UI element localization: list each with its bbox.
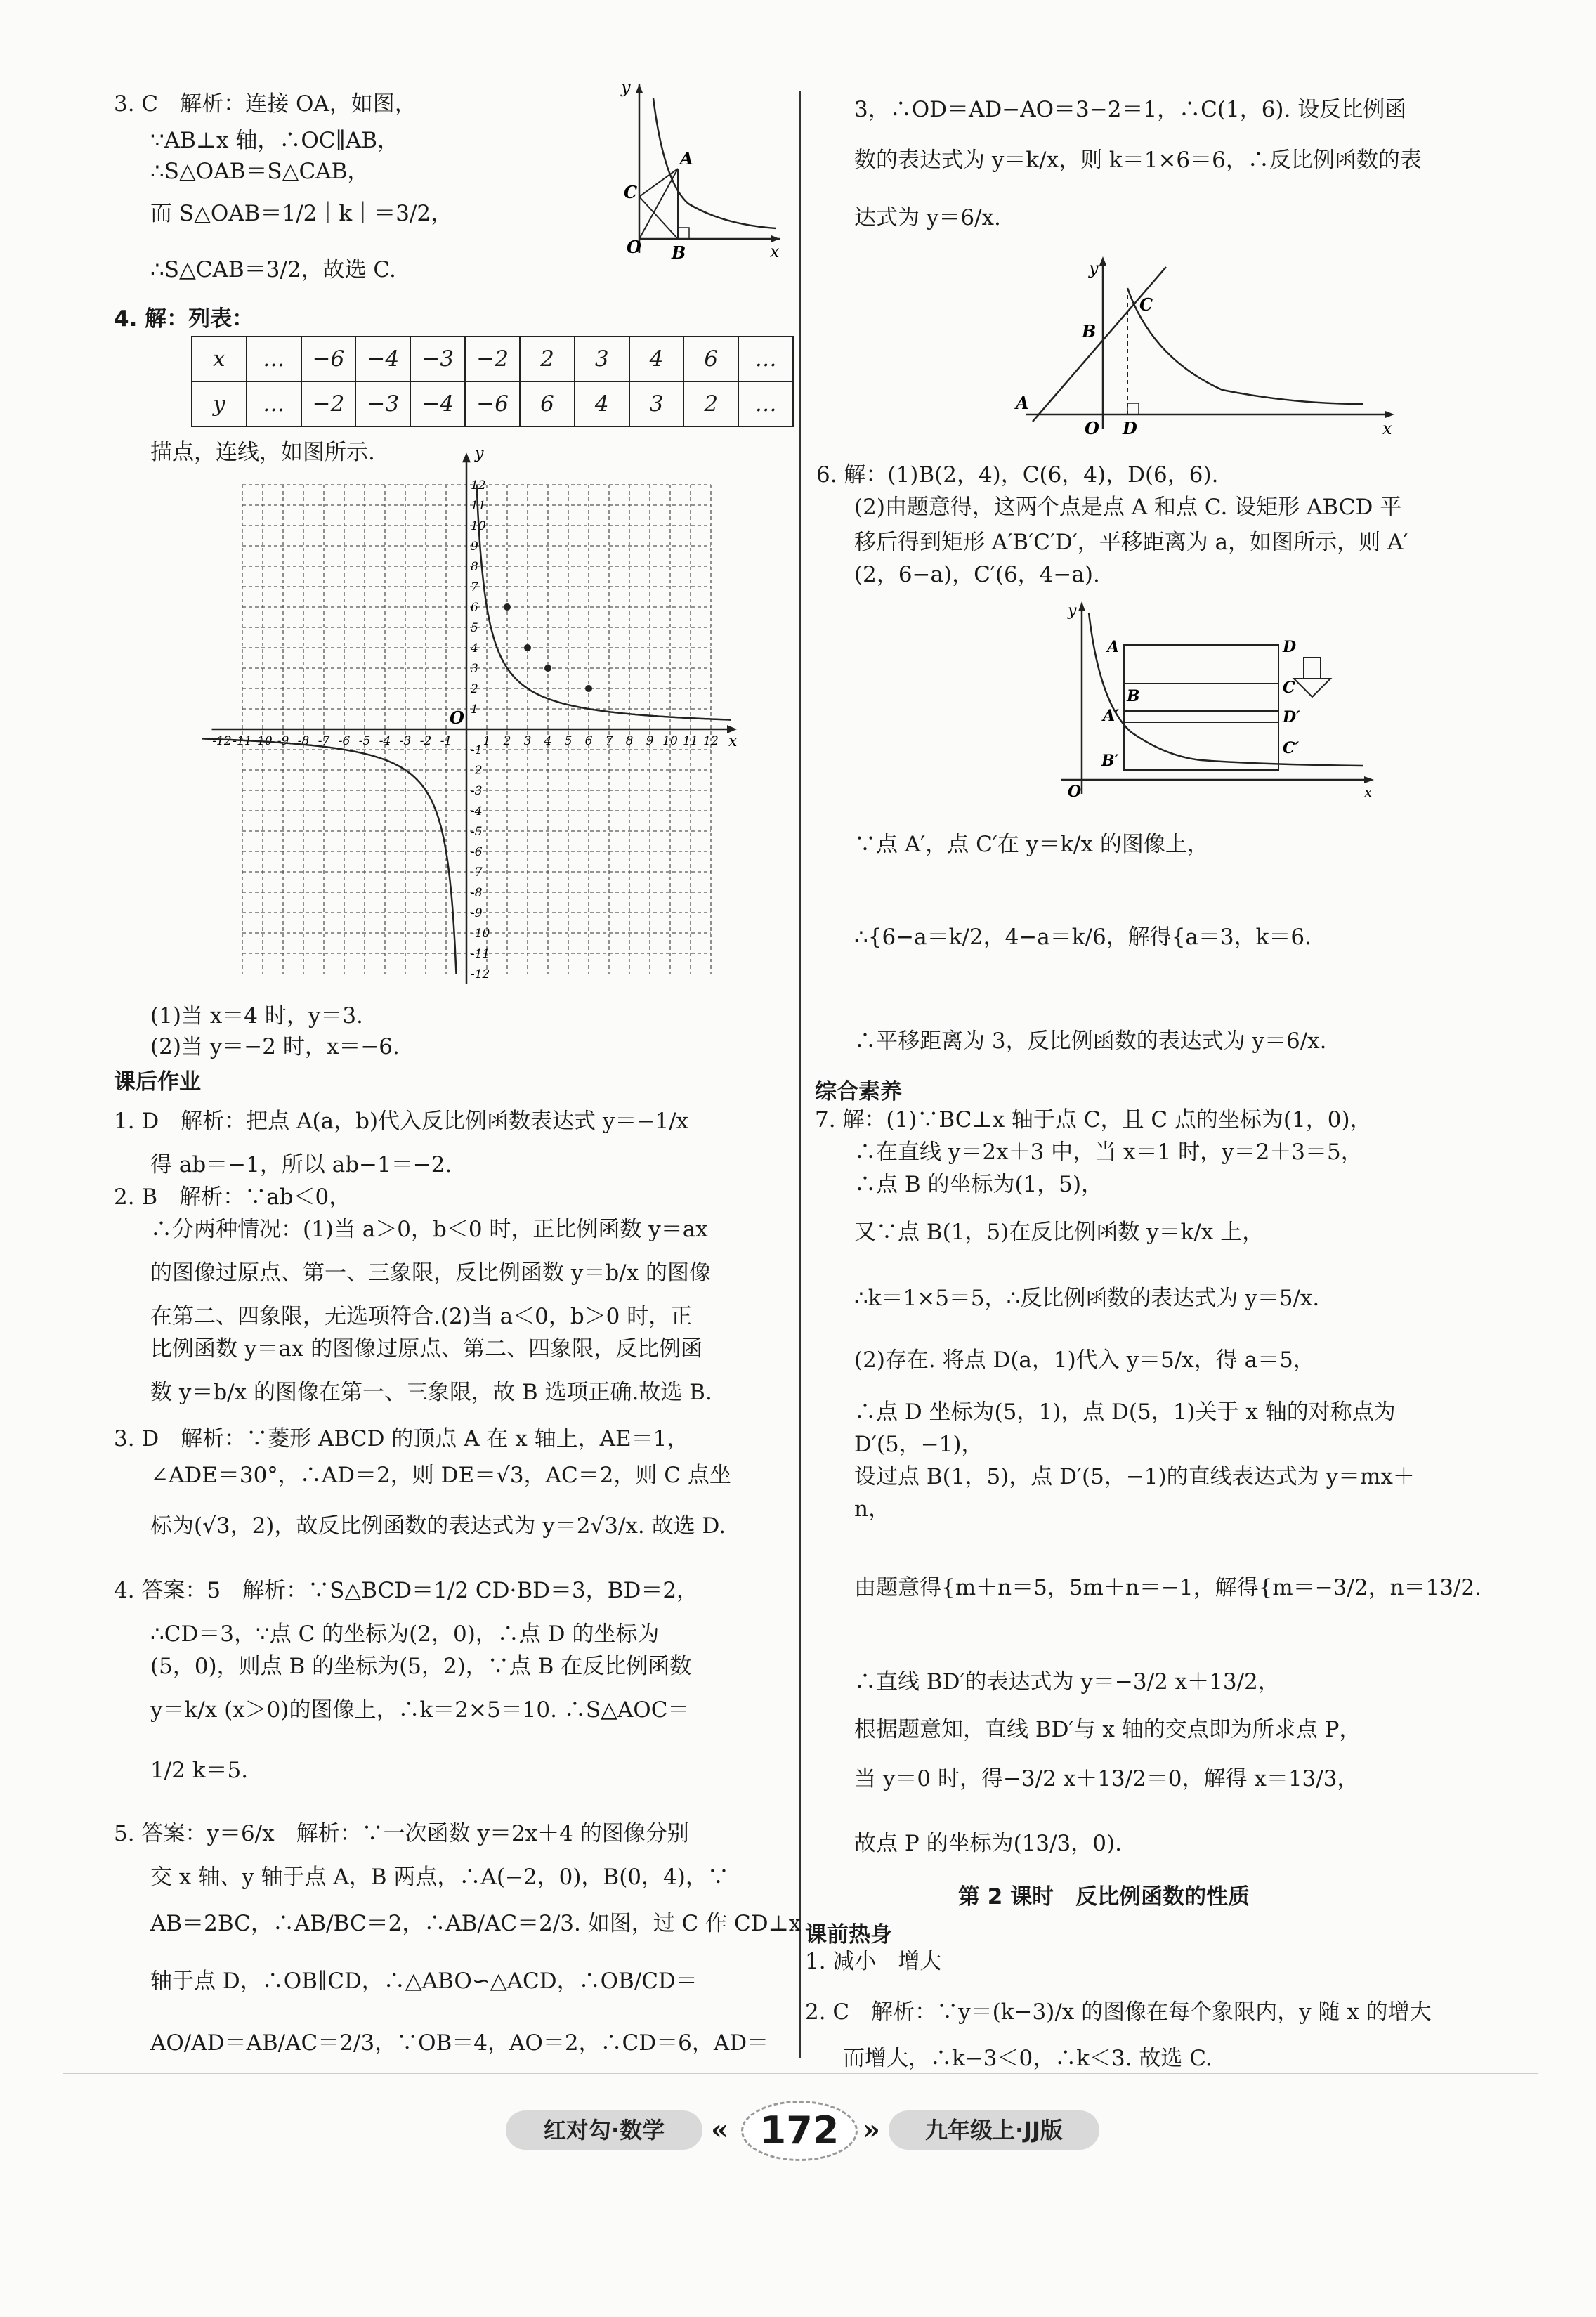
x-tick-label: 6 bbox=[584, 734, 593, 748]
hw-line: 2. B 解析：∵ab＜0， bbox=[114, 1184, 351, 1210]
plot-point bbox=[504, 603, 511, 611]
q6b-line: ∴{6−a＝k/2，4−a＝k/6，解得{a＝3，k＝6. bbox=[854, 925, 1312, 950]
q3-line: 而 S△OAB＝1/2｜k｜＝3/2， bbox=[150, 201, 453, 226]
hw-line: y＝k/x (x＞0)的图像上，∴k＝2×5＝10. ∴S△AOC＝ bbox=[150, 1697, 690, 1723]
x-tick-label: 8 bbox=[625, 734, 634, 748]
q7-line: 当 y＝0 时，得−3/2 x＋13/2＝0，解得 x＝13/3， bbox=[854, 1766, 1359, 1791]
hw-line: 1. D 解析：把点 A(a，b)代入反比例函数表达式 y＝−1/x bbox=[114, 1109, 689, 1134]
y-tick-label: 12 bbox=[471, 478, 486, 492]
y-tick-label: -9 bbox=[471, 906, 483, 920]
y-tick-label: 1 bbox=[471, 703, 478, 717]
table-cell: −3 bbox=[355, 381, 410, 426]
x-tick-label: -12 bbox=[212, 734, 232, 748]
q7-line: ∴点 D 坐标为(5，1)，点 D(5，1)关于 x 轴的对称点为 bbox=[854, 1399, 1396, 1425]
q7-line: ∴在直线 y＝2x＋3 中，当 x＝1 时，y＝2＋3＝5， bbox=[854, 1140, 1363, 1165]
after-table-text: 描点，连线，如图所示. bbox=[150, 440, 375, 465]
warm-line: 1. 减小 增大 bbox=[805, 1949, 942, 1974]
svg-text:y: y bbox=[1068, 602, 1077, 620]
y-tick-label: -4 bbox=[471, 804, 483, 818]
q7-line: 故点 P 的坐标为(13/3，0). bbox=[854, 1831, 1122, 1856]
x-tick-label: -1 bbox=[440, 734, 452, 748]
hw-line: 的图像过原点、第一、三象限，反比例函数 y＝b/x 的图像 bbox=[150, 1260, 711, 1286]
svg-text:D′: D′ bbox=[1283, 708, 1300, 726]
page-footer bbox=[478, 2101, 1131, 2157]
q3-figure bbox=[597, 77, 787, 267]
y-tick-label: 9 bbox=[471, 540, 478, 554]
svg-text:C′: C′ bbox=[1283, 739, 1300, 757]
y-tick-label: -2 bbox=[471, 764, 483, 778]
hw-line: ∠ADE＝30°，∴AD＝2，则 DE＝√3，AC＝2，则 C 点坐 bbox=[150, 1463, 731, 1488]
svg-text:O: O bbox=[1085, 418, 1099, 438]
y-tick-label: -11 bbox=[471, 947, 490, 961]
svg-text:C: C bbox=[1283, 679, 1295, 697]
hw-line: AB＝2BC，∴AB/BC＝2，∴AB/AC＝2/3. 如图，过 C 作 CD⊥x bbox=[150, 1911, 802, 1936]
hw-line: 3. D 解析：∵菱形 ABCD 的顶点 A 在 x 轴上，AE＝1， bbox=[114, 1426, 689, 1451]
svg-text:O: O bbox=[627, 237, 641, 257]
svg-text:B: B bbox=[1082, 321, 1097, 341]
hw-line: (5，0)，则点 B 的坐标为(5，2)，∵点 B 在反比例函数 bbox=[150, 1654, 692, 1679]
table-cell: −6 bbox=[465, 381, 520, 426]
warm-line: 而增大，∴k−3＜0，∴k＜3. 故选 C. bbox=[843, 2046, 1212, 2071]
table-cell: −6 bbox=[301, 337, 356, 381]
y-tick-label: -5 bbox=[471, 825, 483, 839]
column-divider bbox=[799, 91, 801, 2058]
hw-line: 交 x 轴、y 轴于点 A，B 两点，∴A(−2，0)，B(0，4)，∵ bbox=[150, 1865, 729, 1890]
hw-line: AO/AD＝AB/AC＝2/3，∵OB＝4，AO＝2，∴CD＝6，AD＝ bbox=[150, 2030, 769, 2056]
q6b-line: ∴平移距离为 3，反比例函数的表达式为 y＝6/x. bbox=[854, 1029, 1327, 1054]
table-cell: 6 bbox=[683, 337, 738, 381]
hw-line: 比例函数 y＝ax 的图像过原点、第二、四象限，反比例函 bbox=[150, 1336, 703, 1362]
hw-line: 5. 答案：y＝6/x 解析：∵一次函数 y＝2x＋4 的图像分别 bbox=[114, 1821, 689, 1846]
table-cell: −3 bbox=[410, 337, 465, 381]
left-chevron-icon: « bbox=[711, 2113, 728, 2146]
page-number: 172 bbox=[741, 2101, 858, 2161]
svg-text:y: y bbox=[621, 77, 631, 97]
svg-text:A: A bbox=[1107, 638, 1120, 656]
warm-line: 2. C 解析：∵y＝(k−3)/x 的图像在每个象限内，y 随 x 的增大 bbox=[805, 1999, 1432, 2025]
x-tick-label: -4 bbox=[379, 734, 391, 748]
svg-text:D: D bbox=[1283, 638, 1297, 656]
x-tick-label: 12 bbox=[703, 734, 719, 748]
svg-text:y: y bbox=[1089, 259, 1099, 278]
q4-table bbox=[191, 336, 794, 427]
table-cell: −4 bbox=[410, 381, 465, 426]
hw-line: ∴分两种情况：(1)当 a＞0，b＜0 时，正比例函数 y＝ax bbox=[150, 1217, 708, 1242]
table-row-y bbox=[192, 381, 793, 426]
hw-line: 1/2 k＝5. bbox=[150, 1758, 249, 1783]
x-tick-label: -8 bbox=[297, 734, 310, 748]
table-cell: 2 bbox=[520, 337, 575, 381]
svg-text:B: B bbox=[1127, 687, 1140, 705]
table-cell: 2 bbox=[683, 381, 738, 426]
x-tick-label: -9 bbox=[277, 734, 289, 748]
q7-line: n， bbox=[854, 1496, 890, 1522]
y-tick-label: 7 bbox=[471, 580, 478, 594]
section-homework: 课后作业 bbox=[114, 1069, 201, 1095]
y-tick-label: -12 bbox=[471, 967, 490, 981]
q6-line: 移后得到矩形 A′B′C′D′，平移距离为 a，如图所示，则 A′ bbox=[854, 530, 1408, 555]
q6-line: (2)由题意得，这两个点是点 A 和点 C. 设矩形 ABCD 平 bbox=[854, 495, 1402, 520]
hyperbola-branch-3 bbox=[202, 738, 457, 974]
table-cell: 3 bbox=[575, 337, 629, 381]
x-axis-label: x bbox=[728, 733, 738, 750]
q7-line: 根据题意知，直线 BD′与 x 轴的交点即为所求点 P， bbox=[854, 1717, 1361, 1742]
x-tick-label: 11 bbox=[683, 734, 698, 748]
x-tick-label: 4 bbox=[544, 734, 552, 748]
q6-line: 6. 解：(1)B(2，4)，C(6，4)，D(6，6). bbox=[816, 462, 1219, 488]
q7-line: ∴直线 BD′的表达式为 y＝−3/2 x＋13/2， bbox=[854, 1669, 1280, 1695]
table-cell: x bbox=[192, 337, 247, 381]
table-cell: … bbox=[738, 381, 793, 426]
plot-point bbox=[544, 665, 551, 672]
hyperbola-branch-1 bbox=[477, 485, 732, 720]
y-tick-label: 10 bbox=[471, 519, 486, 533]
y-tick-label: -8 bbox=[471, 886, 483, 900]
q7-line: 由题意得{m＋n＝5，5m＋n＝−1，解得{m＝−3/2，n＝13/2. bbox=[854, 1575, 1482, 1600]
q7-line: 又∵点 B(1，5)在反比例函数 y＝k/x 上， bbox=[854, 1220, 1264, 1245]
svg-text:x: x bbox=[1382, 419, 1392, 438]
svg-text:B: B bbox=[672, 242, 686, 263]
hw-line: 轴于点 D，∴OB∥CD，∴△ABO∽△ACD，∴OB/CD＝ bbox=[150, 1969, 698, 1994]
right-top-line: 数的表达式为 y＝k/x，则 k＝1×6＝6，∴反比例函数的表 bbox=[854, 148, 1422, 173]
hw-line: 4. 答案：5 解析：∵S△BCD＝1/2 CD·BD＝3，BD＝2， bbox=[114, 1578, 699, 1603]
q7-line: ∴点 B 的坐标为(1，5)， bbox=[854, 1172, 1104, 1197]
q7-line: 设过点 B(1，5)，点 D′(5，−1)的直线表达式为 y＝mx＋ bbox=[854, 1464, 1415, 1489]
answer-line: (2)当 y＝−2 时，x＝−6. bbox=[150, 1034, 400, 1059]
section-warmup: 课前热身 bbox=[805, 1922, 892, 1947]
table-cell: 4 bbox=[629, 337, 684, 381]
hw-line: 数 y＝b/x 的图像在第一、三象限，故 B 选项正确.故选 B. bbox=[150, 1380, 712, 1405]
table-cell: … bbox=[738, 337, 793, 381]
origin-label: O bbox=[450, 707, 464, 728]
y-tick-label: 8 bbox=[471, 560, 478, 574]
table-cell: 4 bbox=[575, 381, 629, 426]
footer-rule bbox=[63, 2073, 1538, 2074]
footer-book-title: 红对勾·数学 bbox=[506, 2110, 702, 2150]
right-top-line: 3，∴OD＝AD−AO＝3−2＝1，∴C(1，6). 设反比例函 bbox=[854, 97, 1407, 122]
svg-text:O: O bbox=[1068, 783, 1082, 801]
x-tick-label: 2 bbox=[503, 734, 511, 748]
y-tick-label: -6 bbox=[471, 845, 483, 859]
hw-line: 得 ab＝−1，所以 ab−1＝−2. bbox=[150, 1152, 452, 1177]
x-tick-label: 5 bbox=[564, 734, 573, 748]
q7-line: 7. 解：(1)∵BC⊥x 轴于点 C，且 C 点的坐标为(1，0)， bbox=[815, 1107, 1372, 1133]
table-row-x bbox=[192, 337, 793, 381]
table-cell: −2 bbox=[465, 337, 520, 381]
q7-line: D′(5，−1)， bbox=[854, 1432, 983, 1457]
q7-line: ∴k＝1×5＝5，∴反比例函数的表达式为 y＝5/x. bbox=[854, 1286, 1320, 1311]
svg-text:A: A bbox=[1016, 393, 1029, 413]
q3-line: ∴S△CAB＝3/2，故选 C. bbox=[150, 257, 396, 282]
y-tick-label: 4 bbox=[471, 641, 478, 655]
hw-line: ∴CD＝3，∵点 C 的坐标为(2，0)，∴点 D 的坐标为 bbox=[150, 1621, 660, 1647]
plot-point bbox=[585, 685, 592, 692]
y-tick-label: -10 bbox=[471, 927, 490, 941]
svg-text:C: C bbox=[624, 182, 638, 202]
q4-head: 4. 解：列表： bbox=[114, 306, 254, 332]
q6-line: (2，6−a)，C′(6，4−a). bbox=[854, 562, 1100, 587]
q3-line: ∵AB⊥x 轴，∴OC∥AB， bbox=[150, 128, 400, 153]
x-tick-label: -2 bbox=[419, 734, 432, 748]
q7-line: (2)存在. 将点 D(a，1)代入 y＝5/x，得 a＝5， bbox=[854, 1347, 1315, 1373]
svg-text:B′: B′ bbox=[1101, 752, 1119, 770]
x-tick-label: -5 bbox=[358, 734, 371, 748]
x-tick-label: -3 bbox=[399, 734, 412, 748]
x-tick-label: 9 bbox=[646, 734, 654, 748]
svg-text:x: x bbox=[770, 242, 780, 261]
q5-figure bbox=[1012, 253, 1405, 436]
right-top-line: 达式为 y＝6/x. bbox=[854, 205, 1001, 230]
q6b-line: ∵点 A′，点 C′在 y＝k/x 的图像上， bbox=[854, 832, 1209, 857]
svg-text:A′: A′ bbox=[1103, 707, 1119, 725]
y-tick-label: 11 bbox=[471, 499, 486, 513]
hw-line: 标为(√3，2)，故反比例函数的表达式为 y＝2√3/x. 故选 D. bbox=[150, 1513, 726, 1539]
table-cell: … bbox=[247, 337, 301, 381]
svg-text:D: D bbox=[1123, 418, 1137, 438]
x-tick-label: 3 bbox=[523, 734, 532, 748]
y-tick-label: -7 bbox=[471, 866, 483, 880]
svg-text:C: C bbox=[1139, 294, 1153, 315]
section-comprehensive: 综合素养 bbox=[815, 1079, 902, 1104]
q3-line: ∴S△OAB＝S△CAB， bbox=[150, 159, 369, 184]
table-cell: … bbox=[247, 381, 301, 426]
x-tick-label: 1 bbox=[483, 734, 491, 748]
answer-line: (1)当 x＝4 时，y＝3. bbox=[150, 1003, 363, 1029]
y-axis-label: y bbox=[475, 445, 484, 463]
y-tick-label: 6 bbox=[471, 601, 478, 615]
y-tick-label: -3 bbox=[471, 784, 483, 798]
x-tick-label: -7 bbox=[318, 734, 330, 748]
svg-text:A: A bbox=[680, 148, 693, 169]
hw-line: 在第二、四象限，无选项符合.(2)当 a＜0，b＞0 时，正 bbox=[150, 1304, 693, 1329]
x-tick-label: -6 bbox=[338, 734, 351, 748]
table-cell: 6 bbox=[520, 381, 575, 426]
footer-grade-label: 九年级上·JJ版 bbox=[889, 2110, 1099, 2150]
y-tick-label: 2 bbox=[471, 682, 478, 696]
plot-point bbox=[524, 644, 531, 651]
x-tick-label: 10 bbox=[662, 734, 678, 748]
table-cell: 3 bbox=[629, 381, 684, 426]
q3-line: 3. C 解析：连接 OA，如图， bbox=[114, 91, 417, 117]
y-tick-label: -1 bbox=[471, 743, 483, 757]
table-cell: −4 bbox=[355, 337, 410, 381]
table-cell: y bbox=[192, 381, 247, 426]
right-chevron-icon: » bbox=[863, 2113, 880, 2146]
q6-figure bbox=[1047, 599, 1384, 802]
table-cell: −2 bbox=[301, 381, 356, 426]
x-tick-label: 7 bbox=[605, 734, 613, 748]
y-tick-label: 3 bbox=[471, 662, 478, 676]
svg-text:x: x bbox=[1364, 783, 1373, 800]
lesson-title: 第 2 课时 反比例函数的性质 bbox=[958, 1884, 1250, 1910]
y-axis-arrow bbox=[462, 452, 471, 462]
y-tick-label: 5 bbox=[471, 621, 478, 635]
x-tick-label: -11 bbox=[233, 734, 252, 748]
x-tick-label: -10 bbox=[253, 734, 273, 748]
